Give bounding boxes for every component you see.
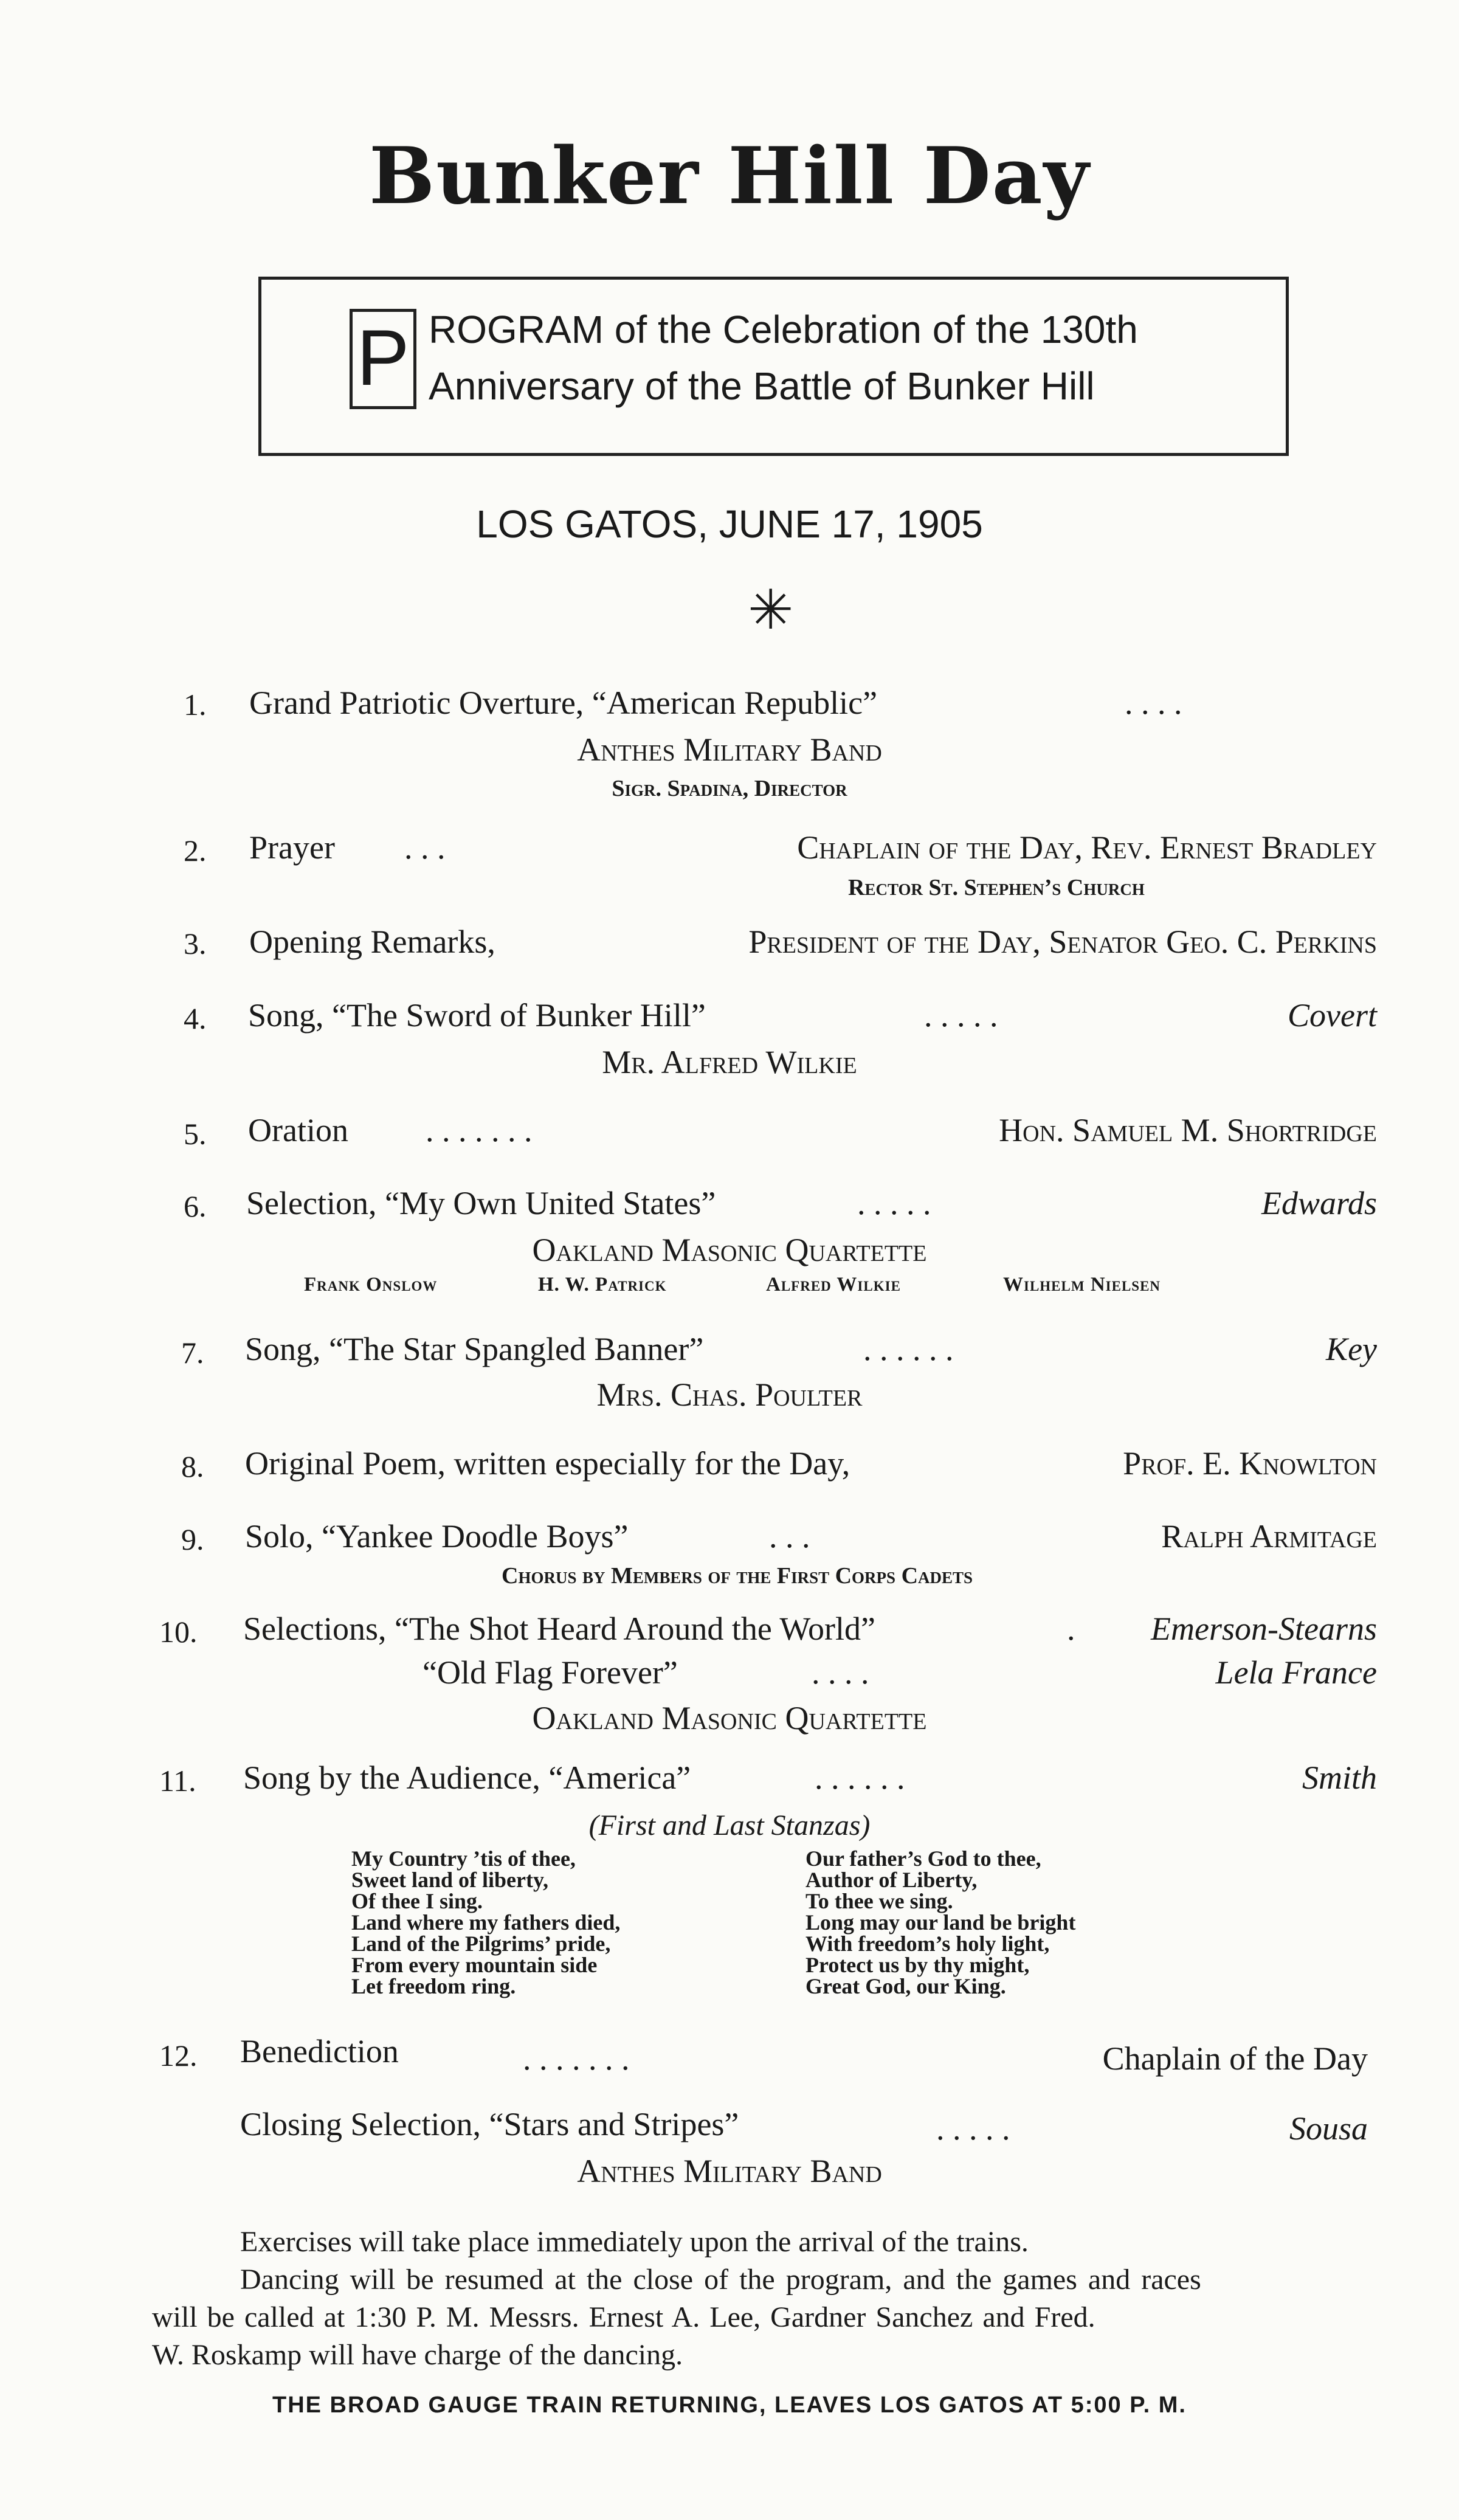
item-performer: Mrs. Chas. Poulter bbox=[596, 1376, 863, 1413]
item-right-text: President of the Day, Senator Geo. C. Perkins bbox=[748, 923, 1377, 960]
item-performer: Anthes Military Band bbox=[577, 731, 882, 768]
quartette-member: H. W. Patrick bbox=[538, 1274, 667, 1296]
closing-composer: Sousa bbox=[1289, 2110, 1368, 2147]
item-subtext: Rector St. Stephen’s Church bbox=[848, 875, 1145, 900]
item-note: (First and Last Stanzas) bbox=[588, 1809, 871, 1842]
item-composer: Key bbox=[1326, 1331, 1377, 1367]
item-number: 1. bbox=[184, 688, 207, 722]
item-title: Opening Remarks, bbox=[249, 923, 495, 960]
poem-stanza-first: My Country ’tis of thee, Sweet land of liberty, Of thee I sing. Land where my fathers died, Land of the Pilgrims’ pride, From every mountain side Let freedom ring. bbox=[351, 1846, 621, 1998]
item-composer: Covert bbox=[1288, 997, 1377, 1034]
item-number: 5. bbox=[184, 1117, 207, 1151]
item-title: Original Poem, written especially for the Day, bbox=[245, 1445, 850, 1482]
leader-dots: . . . bbox=[404, 829, 446, 866]
note-line: W. Roskamp will have charge of the dancing. bbox=[152, 2339, 683, 2371]
item-title: Selection, “My Own United States” bbox=[246, 1185, 716, 1221]
item-number: 6. bbox=[184, 1189, 207, 1223]
leader-dots: . . . bbox=[769, 1518, 810, 1555]
item-right-text: Prof. E. Knowlton bbox=[1123, 1445, 1377, 1482]
train-notice: THE BROAD GAUGE TRAIN RETURNING, LEAVES LOS GATOS AT 5:00 P. M. bbox=[272, 2392, 1187, 2418]
item-composer-secondary: Lela France bbox=[1215, 1654, 1377, 1691]
item-number: 10. bbox=[159, 1615, 198, 1649]
note-line: Dancing will be resumed at the close of the program, and the games and races bbox=[240, 2263, 1201, 2296]
item-number: 12. bbox=[159, 2038, 198, 2073]
drop-cap: P bbox=[350, 309, 416, 409]
item-title: Prayer bbox=[249, 829, 335, 866]
quartette-member: Wilhelm Nielsen bbox=[1003, 1274, 1161, 1296]
item-title: Grand Patriotic Overture, “American Republic” bbox=[249, 685, 878, 721]
leader-dots: . . . . . bbox=[924, 997, 998, 1034]
page-title: Bunker Hill Day bbox=[368, 131, 1091, 222]
item-right-text: Ralph Armitage bbox=[1161, 1518, 1377, 1555]
quartette-member: Alfred Wilkie bbox=[766, 1274, 901, 1296]
item-subtext: Chorus by Members of the First Corps Cadets bbox=[502, 1563, 973, 1589]
item-performer: Oakland Masonic Quartette bbox=[532, 1700, 927, 1736]
item-composer: Emerson-Stearns bbox=[1151, 1610, 1377, 1647]
item-number: 7. bbox=[181, 1336, 204, 1370]
item-right-text: Chaplain of the Day bbox=[1102, 2040, 1368, 2077]
leader-dots: . . . . . . . bbox=[523, 2040, 630, 2077]
place-date: LOS GATOS, JUNE 17, 1905 bbox=[476, 502, 983, 546]
item-number: 3. bbox=[184, 927, 207, 961]
item-title-secondary: “Old Flag Forever” bbox=[423, 1654, 678, 1691]
item-number: 4. bbox=[184, 1001, 207, 1035]
item-right-text: Hon. Samuel M. Shortridge bbox=[999, 1112, 1377, 1148]
note-line: Exercises will take place immediately upon the arrival of the trains. bbox=[240, 2226, 1029, 2258]
item-title: Oration bbox=[248, 1112, 348, 1148]
item-number: 9. bbox=[181, 1522, 204, 1556]
leader-dots: . . . . . bbox=[857, 1185, 931, 1221]
leader-dots: . . . . . . . bbox=[426, 1112, 533, 1148]
item-subtext: Sigr. Spadina, Director bbox=[612, 776, 847, 801]
item-title: Song by the Audience, “America” bbox=[243, 1759, 691, 1796]
quartette-member: Frank Onslow bbox=[304, 1274, 438, 1296]
item-title: Benediction bbox=[240, 2033, 399, 2070]
item-title: Selections, “The Shot Heard Around the World” bbox=[243, 1610, 875, 1647]
leader-dots: . . . . . bbox=[936, 2110, 1010, 2147]
item-performer: Mr. Alfred Wilkie bbox=[602, 1044, 857, 1080]
item-right-text: Chaplain of the Day, Rev. Ernest Bradley bbox=[797, 829, 1377, 866]
item-composer: Edwards bbox=[1261, 1185, 1377, 1221]
leader-dots: . . . . . . bbox=[815, 1759, 905, 1796]
item-title: Song, “The Star Spangled Banner” bbox=[245, 1331, 704, 1367]
item-title: Song, “The Sword of Bunker Hill” bbox=[248, 997, 706, 1034]
leader-dots: . bbox=[1067, 1610, 1075, 1647]
item-title: Solo, “Yankee Doodle Boys” bbox=[245, 1518, 629, 1555]
leader-dots: . . . . . . bbox=[863, 1331, 954, 1367]
program-heading-line1: ROGRAM of the Celebration of the 130th bbox=[429, 308, 1138, 351]
item-composer: Smith bbox=[1302, 1759, 1377, 1796]
item-number: 8. bbox=[181, 1449, 204, 1483]
leader-dots: . . . . bbox=[1125, 685, 1182, 721]
closing-performer: Anthes Military Band bbox=[577, 2153, 882, 2189]
closing-title: Closing Selection, “Stars and Stripes” bbox=[240, 2106, 739, 2142]
item-number: 2. bbox=[184, 834, 207, 868]
item-performer: Oakland Masonic Quartette bbox=[532, 1232, 927, 1268]
note-line: will be called at 1:30 P. M. Messrs. Ernest A. Lee, Gardner Sanchez and Fred. bbox=[152, 2301, 1095, 2333]
poem-stanza-last: Our father’s God to thee, Author of Liberty, To thee we sing. Long may our land be bright With freedom’s holy light, Protect us by thy might, Great God, our King. bbox=[805, 1846, 1076, 1998]
leader-dots: . . . . bbox=[812, 1654, 869, 1691]
item-number: 11. bbox=[159, 1764, 196, 1798]
program-heading-line2: Anniversary of the Battle of Bunker Hill bbox=[429, 364, 1095, 408]
asterisk-ornament-icon: ✳ bbox=[748, 581, 794, 641]
